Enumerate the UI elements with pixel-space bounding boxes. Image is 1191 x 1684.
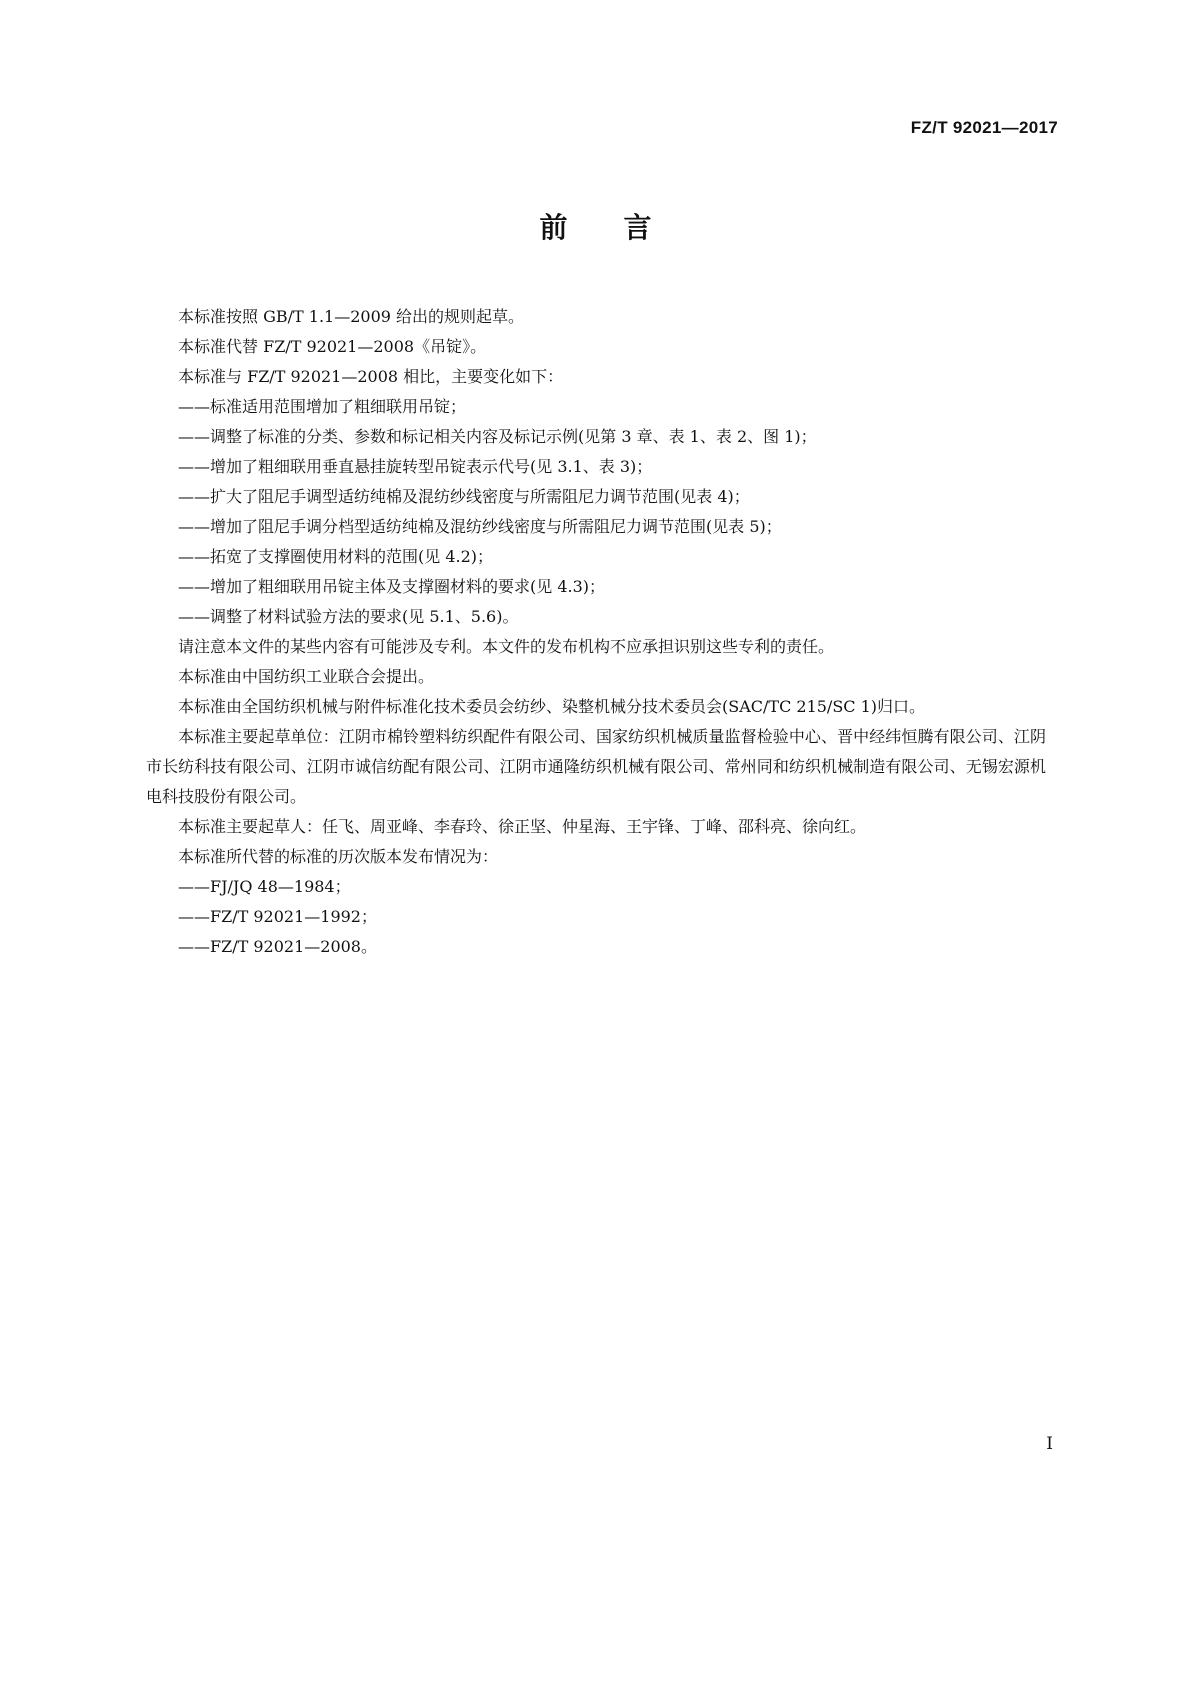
history-item: ——FZ/T 92021—1992； bbox=[178, 907, 377, 926]
paragraph-drafters: 本标准主要起草人：任飞、周亚峰、李春玲、徐正坚、仲星海、王宇锋、丁峰、邵科亮、徐向红。 bbox=[178, 817, 867, 836]
paragraph-proposer: 本标准由中国纺织工业联合会提出。 bbox=[178, 667, 435, 686]
change-item: ——标准适用范围增加了粗细联用吊锭； bbox=[178, 397, 467, 416]
paragraph-drafting-rules: 本标准按照 GB/T 1.1—2009 给出的规则起草。 bbox=[178, 307, 525, 326]
paragraph-changes-intro: 本标准与 FZ/T 92021—2008 相比，主要变化如下： bbox=[178, 367, 564, 386]
change-item: ——拓宽了支撑圈使用材料的范围(见 4.2)； bbox=[178, 547, 494, 566]
change-item: ——增加了粗细联用垂直悬挂旋转型吊锭表示代号(见 3.1、表 3)； bbox=[178, 457, 653, 476]
change-item: ——调整了材料试验方法的要求(见 5.1、5.6)。 bbox=[178, 607, 519, 626]
history-item: ——FZ/T 92021—2008。 bbox=[178, 937, 377, 956]
change-item: ——增加了阻尼手调分档型适纺纯棉及混纺纱线密度与所需阻尼力调节范围(见表 5)； bbox=[178, 517, 782, 536]
paragraph-centralized: 本标准由全国纺织机械与附件标准化技术委员会纺纱、染整机械分技术委员会(SAC/TC 215/SC 1)归口。 bbox=[178, 697, 926, 716]
change-item: ——调整了标准的分类、参数和标记相关内容及标记示例(见第 3 章、表 1、表 2、图 1)； bbox=[178, 427, 817, 446]
page-number: I bbox=[1046, 1434, 1053, 1454]
change-item: ——增加了粗细联用吊锭主体及支撑圈材料的要求(见 4.3)； bbox=[178, 577, 606, 596]
paragraph-patent-notice: 请注意本文件的某些内容有可能涉及专利。本文件的发布机构不应承担识别这些专利的责任。 bbox=[178, 637, 835, 656]
page-title: 前言 bbox=[539, 211, 708, 244]
paragraph-replaces: 本标准代替 FZ/T 92021—2008《吊锭》。 bbox=[178, 337, 487, 356]
paragraph-history-intro: 本标准所代替的标准的历次版本发布情况为： bbox=[178, 847, 499, 866]
history-item: ——FJ/JQ 48—1984； bbox=[178, 877, 351, 896]
standard-code: FZ/T 92021—2017 bbox=[910, 118, 1058, 137]
foreword-body bbox=[146, 302, 1046, 962]
change-item: ——扩大了阻尼手调型适纺纯棉及混纺纱线密度与所需阻尼力调节范围(见表 4)； bbox=[178, 487, 750, 506]
paragraph-drafting-units: 本标准主要起草单位：江阴市棉铃塑料纺织配件有限公司、国家纺织机械质量监督检验中心、晋中经纬恒腾有限公司、江阴市长纺科技有限公司、江阴市诚信纺配有限公司、江阴市通隆纺织机械有限公司、常州同和纺织机械制造有限公司、无锡宏源机电科技股份有限公司。 bbox=[146, 727, 1046, 806]
